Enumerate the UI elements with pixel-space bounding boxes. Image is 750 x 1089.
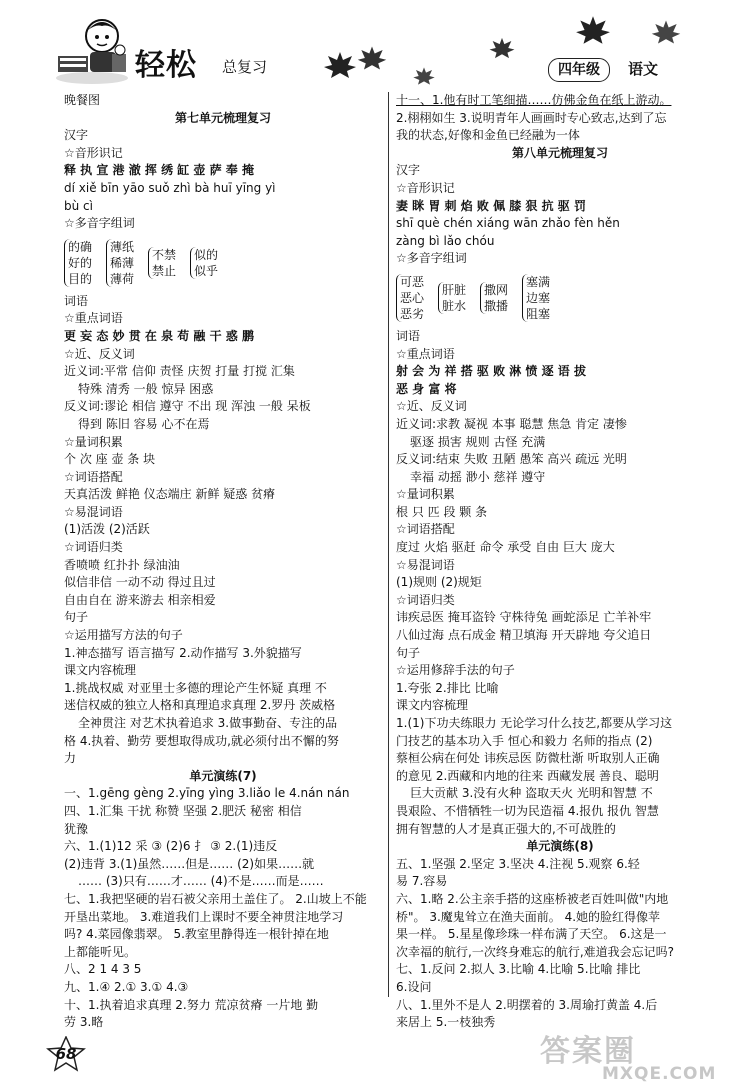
subsection-heading: ☆近、反义词 xyxy=(396,399,467,414)
word: 阻塞 xyxy=(526,306,551,321)
answer-line: 劳 3.略 xyxy=(64,1015,104,1030)
word: 撒播 xyxy=(484,298,509,313)
exercise-title: 单元演练(8) xyxy=(526,839,594,854)
section-heading: 句子 xyxy=(396,645,421,660)
page-header xyxy=(0,0,750,92)
answer-line: 易 7.容易 xyxy=(396,874,448,889)
answer-line: 开垦出菜地。 3.难道我们上课时不要全神贯注地学习 xyxy=(64,909,344,924)
text-summary: 拥有智慧的人才是真正强大的,不可战胜的 xyxy=(396,821,616,836)
answer-line: 果一样。 5.星星像珍珠一样布满了天空。 6.这是一 xyxy=(396,927,667,942)
reading-child-icon xyxy=(52,10,132,86)
text-summary: 迷信权威的独立人格和真理追求真理 2.罗丹 茨威格 xyxy=(64,698,336,713)
subsection-heading: ☆易混词语 xyxy=(64,504,123,519)
word: 似乎 xyxy=(194,263,219,278)
sentence-methods: 1.神态描写 语言描写 2.动作描写 3.外貌描写 xyxy=(64,645,302,660)
watermark xyxy=(540,1026,746,1086)
answer-line: 五、1.坚强 2.坚定 3.坚决 4.注视 5.观察 6.轻 xyxy=(396,856,640,871)
subsection-heading: ☆易混词语 xyxy=(396,557,455,572)
section-heading: 词语 xyxy=(396,328,421,343)
left-column xyxy=(64,92,382,1032)
unit-title: 第七单元梳理复习 xyxy=(174,110,271,125)
key-words: 恶 身 富 将 xyxy=(396,381,457,396)
watermark-text: 答案圈 xyxy=(540,1034,636,1069)
maple-leaf-icon xyxy=(412,66,436,86)
pinyin-line: dí xiě bīn yāo suǒ zhì bà huī yīng yì xyxy=(64,180,276,195)
subsection-heading: ☆重点词语 xyxy=(396,346,455,361)
section-note: 晚餐图 xyxy=(64,93,101,107)
measure-words: 个 次 座 壶 条 块 xyxy=(64,452,156,467)
page-number: 68 xyxy=(55,1045,77,1063)
word: 薄纸 xyxy=(110,239,135,254)
word: 目的 xyxy=(68,271,93,286)
collocations: 天真活泼 鲜艳 仪态端庄 新鲜 疑惑 贫瘠 xyxy=(64,487,276,502)
word-bracket xyxy=(396,274,424,322)
pinyin-line: bù cì xyxy=(64,198,93,213)
answer-line: 八、1.里外不是人 2.明摆着的 3.周瑜打黄盖 4.后 xyxy=(396,997,658,1012)
maple-leaf-icon xyxy=(488,36,516,60)
word-bracket xyxy=(438,282,466,314)
section-heading: 课文内容梳理 xyxy=(64,663,137,678)
synonyms-line: 近义词:平常 信仰 责怪 庆贺 打量 打搅 汇集 xyxy=(64,364,295,379)
watermark-url: MXQE.COM xyxy=(602,1064,717,1084)
section-heading: 汉字 xyxy=(64,128,89,143)
maple-leaf-icon xyxy=(322,50,358,80)
word: 塞满 xyxy=(526,274,551,289)
answer-line: …… (3)只有……才…… (4)不是……而是…… xyxy=(78,874,324,889)
pinyin-line: zàng bì lǎo chóu xyxy=(396,233,495,248)
unit-title: 第八单元梳理复习 xyxy=(511,145,608,160)
text-summary: 格 4.执着、勤劳 要想取得成功,就必须付出不懈的努 xyxy=(64,733,339,748)
antonyms-line: 幸福 动摇 渺小 慈祥 遵守 xyxy=(410,469,546,484)
word: 边塞 xyxy=(526,290,551,305)
word-bracket xyxy=(106,239,134,287)
brand-subtitle: 总复习 xyxy=(222,58,268,76)
text-summary: 1.(1)下功夫练眼力 无论学习什么技艺,都要从学习这 xyxy=(396,716,673,730)
antonyms-line: 得到 陈旧 容易 心不在焉 xyxy=(78,416,210,431)
antonyms-line: 反义词:结束 失败 丑陋 愚笨 高兴 疏远 光明 xyxy=(396,452,627,467)
word: 薄荷 xyxy=(110,271,135,286)
word-category: 讳疾忌医 掩耳盗铃 守株待兔 画蛇添足 亡羊补牢 xyxy=(396,610,652,625)
column-divider xyxy=(388,92,389,997)
word: 肝脏 xyxy=(442,282,467,297)
answer-line: 6.设问 xyxy=(396,979,432,994)
answer-line: 我的状态,好像和金鱼已经融为一体 xyxy=(396,128,580,143)
character-list: 释 执 宣 港 澈 挥 绣 缸 壶 萨 奉 掩 xyxy=(64,163,254,178)
section-heading: 词语 xyxy=(64,293,89,308)
key-words: 射 会 为 祥 搭 驱 败 淋 愤 逐 语 拔 xyxy=(396,364,586,379)
answer-line: 上都能听见。 xyxy=(64,944,137,959)
word-category: 香喷喷 红扑扑 绿油油 xyxy=(64,557,180,572)
word: 好的 xyxy=(68,255,93,270)
section-heading: 句子 xyxy=(64,610,89,625)
answer-line: 四、1.汇集 干扰 称赞 坚强 2.肥沃 秘密 相信 xyxy=(64,803,302,818)
answer-line: 次幸福的航行,一次终身难忘的航行,难道我会忘记吗? xyxy=(396,944,675,959)
subsection-heading: ☆重点词语 xyxy=(64,311,123,326)
subsection-heading: ☆近、反义词 xyxy=(64,346,135,361)
synonyms-line: 特殊 清秀 一般 惊异 困惑 xyxy=(78,381,214,396)
subsection-heading: ☆音形识记 xyxy=(64,145,123,160)
answer-line: 六、1.(1)12 采 ③ (2)6 扌 ③ 2.(1)违反 xyxy=(64,839,278,854)
subsection-heading: ☆词语归类 xyxy=(396,592,455,607)
word-category: 似信非信 一动不动 得过且过 xyxy=(64,575,216,590)
word: 禁止 xyxy=(152,263,177,278)
subsection-heading: ☆多音字组词 xyxy=(396,251,467,266)
brand-title: 轻松 xyxy=(135,48,197,83)
section-heading: 汉字 xyxy=(396,163,421,178)
word: 似的 xyxy=(194,247,219,262)
text-summary: 巨大贡献 3.没有火种 盗取天火 光明和智慧 不 xyxy=(410,786,653,801)
answer-line: 八、2 1 4 3 5 xyxy=(64,962,142,977)
word-category: 八仙过海 点石成金 精卫填海 开天辟地 夸父追日 xyxy=(396,628,652,643)
word-bracket xyxy=(190,247,218,279)
answer-line: 2.栩栩如生 3.说明青年人画画时专心致志,达到了忘 xyxy=(396,110,667,125)
word-bracket xyxy=(480,282,508,314)
measure-words: 根 只 匹 段 颗 条 xyxy=(396,504,488,519)
maple-leaf-icon xyxy=(650,18,682,46)
confusable-words: (1)规则 (2)规矩 xyxy=(396,575,482,590)
maple-leaf-icon xyxy=(574,14,612,46)
word: 恶心 xyxy=(400,290,425,305)
maple-leaf-icon xyxy=(356,44,388,72)
word: 可恶 xyxy=(400,274,425,289)
section-heading: 课文内容梳理 xyxy=(396,698,469,713)
word-bracket xyxy=(522,274,550,322)
word-bracket xyxy=(148,247,176,279)
answer-line: 来居上 5.一枝独秀 xyxy=(396,1015,496,1030)
subsection-heading: ☆音形识记 xyxy=(396,180,455,195)
answer-line: 七、1.我把坚硬的岩石被父亲用土盖住了。 2.山坡上不能 xyxy=(64,891,367,906)
grade-label: 四年级 xyxy=(548,58,610,82)
exercise-title: 单元演练(7) xyxy=(189,768,257,783)
text-summary: 的意见 2.西藏和内地的往来 西藏发展 善良、聪明 xyxy=(396,768,659,783)
answer-line: 十、1.执着追求真理 2.努力 荒凉贫瘠 一片地 勤 xyxy=(64,997,319,1012)
answer-line: 一、1.gēng gèng 2.yīng yìng 3.liǎo le 4.nán nán xyxy=(64,786,350,801)
word: 恶劣 xyxy=(400,306,425,321)
page-number-badge xyxy=(44,1036,88,1072)
word: 不禁 xyxy=(152,247,177,262)
answer-line: 桥"。 3.魔鬼耸立在渔夫面前。 4.她的脸红得像苹 xyxy=(396,909,661,924)
text-summary: 全神贯注 对艺术执着追求 3.做事勤奋、专注的品 xyxy=(78,716,338,730)
word: 脏水 xyxy=(442,298,467,313)
subsection-heading: ☆运用描写方法的句子 xyxy=(64,628,183,643)
confusable-words: (1)活泼 (2)活跃 xyxy=(64,522,150,537)
subsection-heading: ☆运用修辞手法的句子 xyxy=(396,663,515,678)
subsection-heading: ☆多音字组词 xyxy=(64,216,135,231)
answer-line: (2)违背 3.(1)虽然……但是…… (2)如果……就 xyxy=(64,856,315,871)
word-bracket xyxy=(64,239,92,287)
collocations: 度过 火焰 驱赶 命令 承受 自由 巨大 庞大 xyxy=(396,540,615,555)
polyphone-group xyxy=(396,269,724,327)
answer-line: 吗? 4.菜园像翡翠。 5.教室里静得连一根针掉在地 xyxy=(64,927,329,942)
word: 撒网 xyxy=(484,282,509,297)
word: 稀薄 xyxy=(110,255,135,270)
text-summary: 畏艰险、不惜牺牲一切为民造福 4.报仇 报仇 智慧 xyxy=(396,803,659,818)
text-summary: 1.挑战权威 对亚里士多德的理论产生怀疑 真理 不 xyxy=(64,680,327,695)
synonyms-line: 驱逐 损害 规则 古怪 充满 xyxy=(410,434,546,449)
subsection-heading: ☆量词积累 xyxy=(64,434,123,449)
antonyms-line: 反义词:谬论 相信 遵守 不出 现 浑浊 一般 呆板 xyxy=(64,399,311,414)
text-summary: 力 xyxy=(64,751,77,766)
subsection-heading: ☆词语归类 xyxy=(64,540,123,555)
answer-line: 九、1.④ 2.① 3.① 4.③ xyxy=(64,979,189,994)
pinyin-line: shī què chén xiáng wān zhǎo fèn hěn xyxy=(396,216,620,231)
text-summary: 门技艺的基本功入手 恒心和毅力 名师的指点 (2) xyxy=(396,733,653,748)
word: 的确 xyxy=(68,239,93,254)
character-list: 妻 眯 胃 刺 焰 败 佩 膝 狠 抗 驱 罚 xyxy=(396,198,586,213)
answer-line: 犹豫 xyxy=(64,821,89,836)
rhetoric-answer: 1.夸张 2.排比 比喻 xyxy=(396,680,499,695)
synonyms-line: 近义词:求教 凝视 本事 聪慧 焦急 肯定 凄惨 xyxy=(396,416,627,431)
word-category: 自由自在 游来游去 相亲相爱 xyxy=(64,592,216,607)
text-summary: 蔡桓公病在何处 讳疾忌医 防微杜渐 听取别人正确 xyxy=(396,751,660,766)
subject-label: 语文 xyxy=(628,60,659,78)
answer-line: 十一、1.他有时工笔细描……仿佛金鱼在纸上游动。 xyxy=(396,93,672,107)
answer-line: 六、1.略 2.公主亲手搭的这座桥被老百姓叫做"内地 xyxy=(396,891,669,906)
subsection-heading: ☆量词积累 xyxy=(396,487,455,502)
right-column xyxy=(396,92,724,1032)
subsection-heading: ☆词语搭配 xyxy=(64,469,123,484)
subsection-heading: ☆词语搭配 xyxy=(396,522,455,537)
key-words: 更 妄 态 妙 贯 在 泉 苟 融 干 惑 鹏 xyxy=(64,328,254,343)
answer-line: 七、1.反问 2.拟人 3.比喻 4.比喻 5.比喻 排比 xyxy=(396,962,641,977)
polyphone-group xyxy=(64,234,382,292)
